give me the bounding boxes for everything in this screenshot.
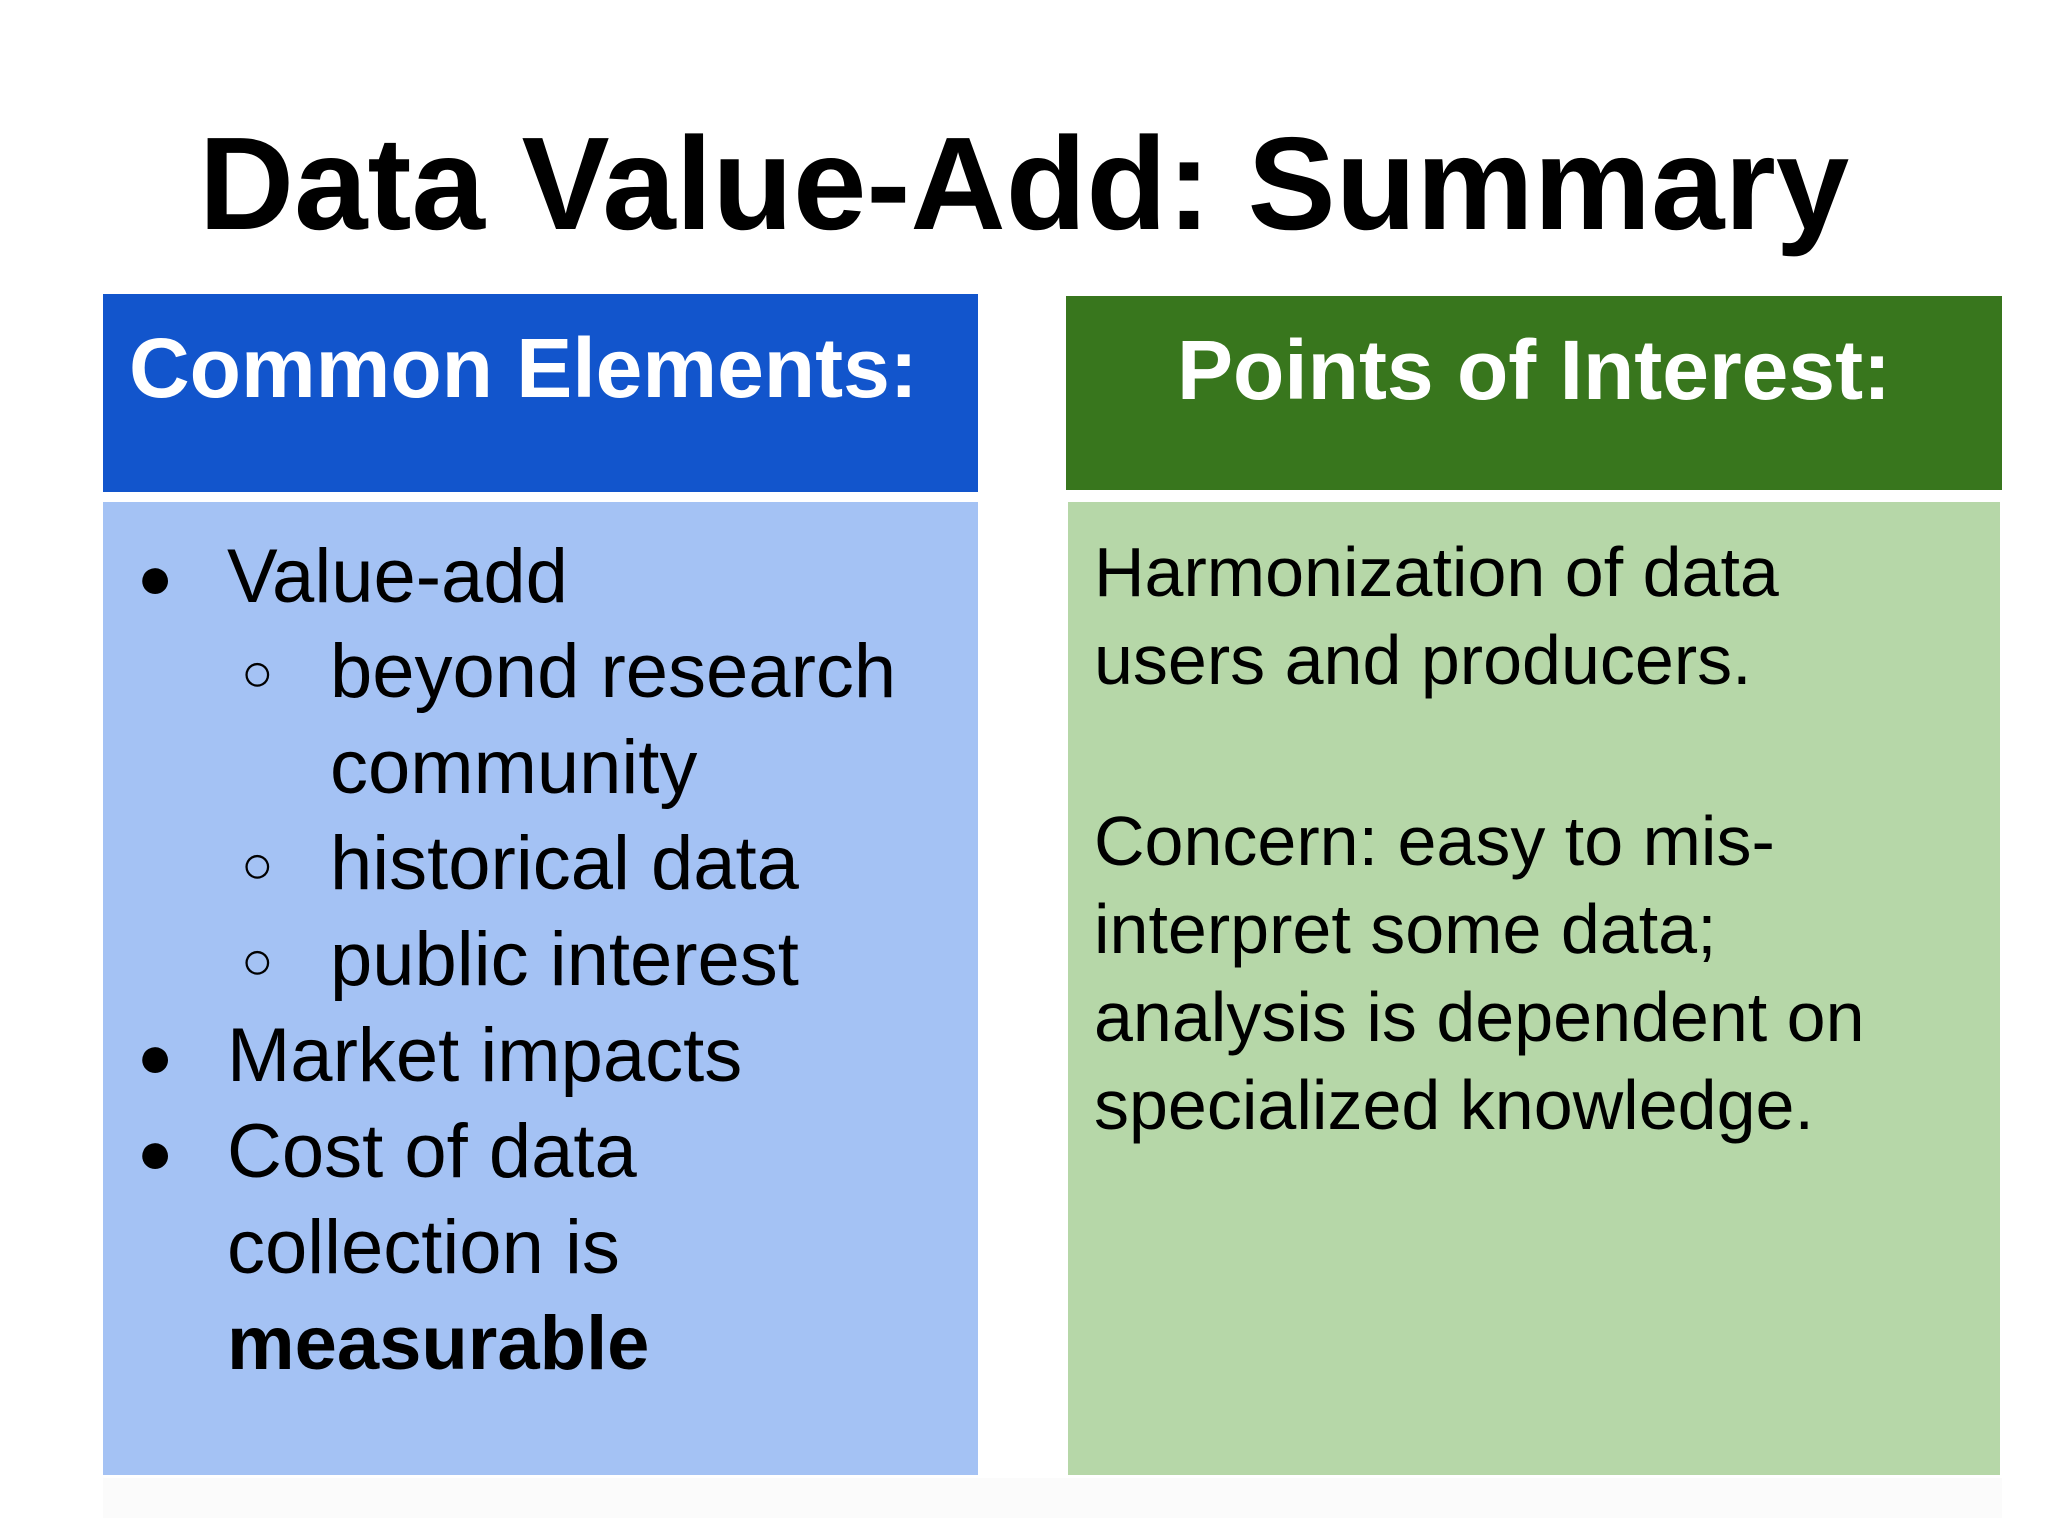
bullet-icon: ● bbox=[137, 1119, 174, 1186]
bullet-cost-line-2: collection is bbox=[227, 1205, 620, 1290]
sub-bullet-icon: ○ bbox=[241, 931, 274, 991]
paragraph-concern-line-3: analysis is dependent on bbox=[1094, 978, 1865, 1056]
bullet-value-add: Value-add bbox=[227, 534, 568, 619]
sub-bullet-icon: ○ bbox=[241, 835, 274, 895]
bullet-icon: ● bbox=[137, 1023, 174, 1090]
bullet-icon: ● bbox=[137, 544, 174, 611]
points-of-interest-panel bbox=[1068, 502, 2000, 1475]
paragraph-concern-line-1: Concern: easy to mis- bbox=[1094, 802, 1775, 880]
sub-bullet-historical-data: historical data bbox=[330, 821, 799, 906]
sub-bullet-beyond-research-line-2: community bbox=[330, 725, 698, 810]
paragraph-concern-line-4: specialized knowledge. bbox=[1094, 1066, 1814, 1144]
points-of-interest-header-label: Points of Interest: bbox=[1176, 323, 1892, 417]
common-elements-header bbox=[103, 294, 978, 492]
sub-bullet-beyond-research-line-1: beyond research bbox=[330, 629, 897, 714]
footer-strip bbox=[103, 1478, 2002, 1518]
common-elements-panel bbox=[103, 502, 978, 1475]
paragraph-harmonization-line-2: users and producers. bbox=[1094, 621, 1752, 699]
points-of-interest-header bbox=[1066, 296, 2002, 490]
sub-bullet-icon: ○ bbox=[241, 643, 274, 703]
sub-bullet-public-interest: public interest bbox=[330, 917, 799, 1002]
bullet-market-impacts: Market impacts bbox=[227, 1013, 743, 1098]
paragraph-concern-line-2: interpret some data; bbox=[1094, 890, 1717, 968]
bullet-cost-line-1: Cost of data bbox=[227, 1109, 637, 1194]
slide-title: Data Value-Add: Summary bbox=[198, 110, 1850, 257]
paragraph-harmonization-line-1: Harmonization of data bbox=[1094, 533, 1779, 611]
bullet-cost-bold-word: measurable bbox=[227, 1301, 650, 1386]
common-elements-header-label: Common Elements: bbox=[129, 321, 918, 415]
